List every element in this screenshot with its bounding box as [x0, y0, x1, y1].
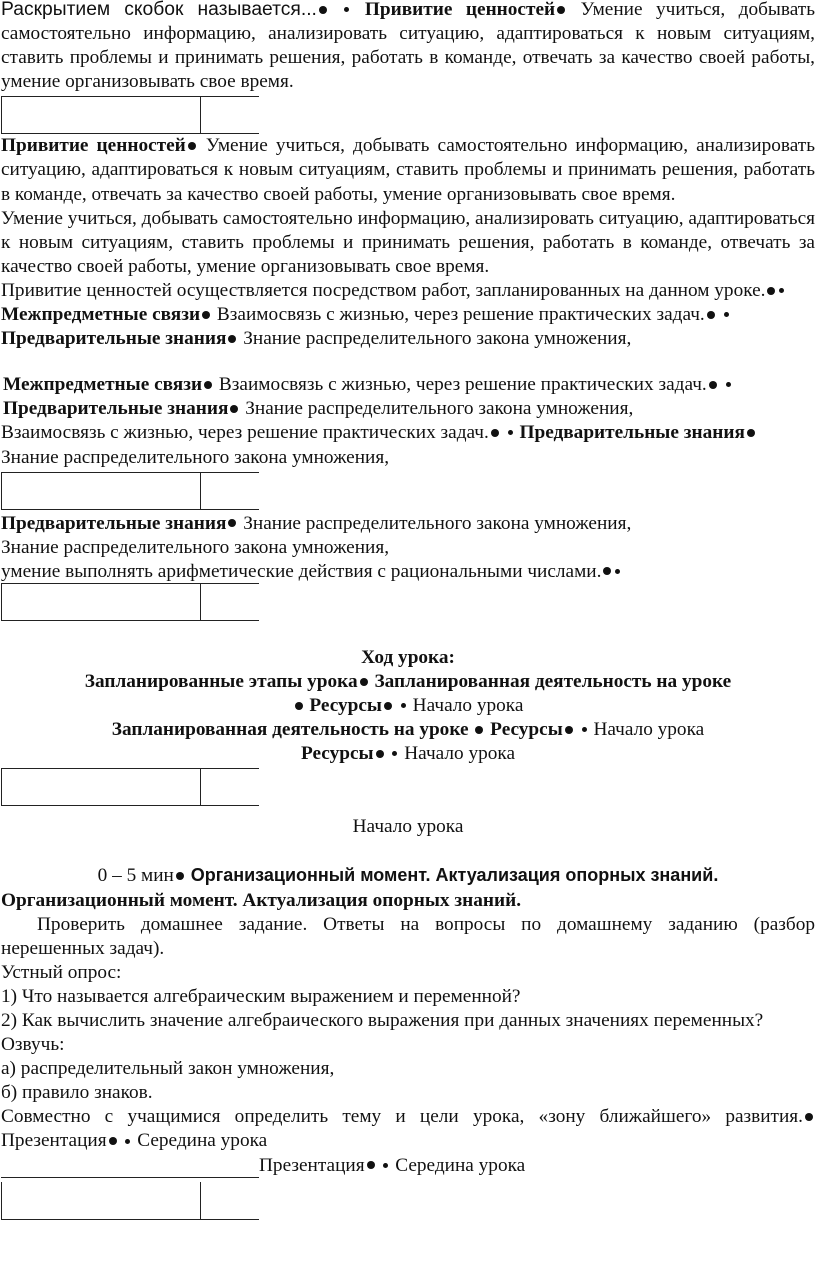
- stages-title: Запланированные этапы урока: [84, 670, 358, 692]
- bullet-icon: [176, 872, 184, 880]
- prior-knowledge-skills: [1, 560, 815, 584]
- bullet-icon: [779, 288, 784, 293]
- table-cell: [1, 583, 201, 621]
- values-title: Привитие ценностей: [364, 0, 556, 20]
- bullet-icon: [367, 1161, 375, 1169]
- bullet-icon: [724, 312, 729, 317]
- bullet-icon: [767, 287, 775, 295]
- prior-knowledge-title: Предварительные знания: [3, 398, 229, 420]
- table-cell: [201, 768, 259, 806]
- bullet-icon: [508, 430, 513, 435]
- org-presentation-line: [1, 1154, 815, 1178]
- presentation-text: Презентация: [1, 1130, 107, 1152]
- lesson-middle-text: Середина урока: [137, 1130, 268, 1152]
- lesson-start-text: Начало урока: [412, 695, 524, 717]
- table-cell: [1, 96, 201, 134]
- org-together-text: Совместно с учащимися определить тему и цели урока, «зону ближайшего» развития.: [1, 1106, 803, 1128]
- bullet-icon: [319, 6, 327, 14]
- paragraph-values-intro: [1, 0, 815, 94]
- bullet-icon: [295, 702, 303, 710]
- bullet-icon: [202, 311, 210, 319]
- interdisciplinary-text: Взаимосвязь с жизнью, через решение практических задач.: [218, 374, 707, 396]
- values-title: Привитие ценностей: [1, 135, 186, 157]
- bullet-icon: [401, 703, 406, 708]
- values-line-text: Привитие ценностей осуществляется посредством работ, запланированных на данном уроке.: [1, 279, 766, 301]
- lesson-middle-text: Середина урока: [395, 1154, 526, 1176]
- table-cells: [1, 583, 259, 622]
- org-question-2: 2) Как вычислить значение алгебраического выражения при данных значениях переменных?: [1, 1010, 764, 1031]
- bullet-icon: [603, 567, 611, 575]
- interdisciplinary-title: Межпредметные связи: [1, 304, 201, 326]
- lesson-stages-line: [1, 670, 815, 694]
- org-answer-b: б) правило знаков.: [1, 1082, 153, 1104]
- bullet-icon: [125, 1139, 130, 1144]
- org-together: [1, 1105, 815, 1153]
- paragraph-values: [1, 134, 815, 206]
- bullet-icon: [228, 519, 236, 527]
- table-cell: [1, 472, 201, 510]
- prior-knowledge-title: Предварительные знания: [1, 328, 227, 350]
- table-cell: [1, 1182, 201, 1220]
- prior-knowledge-title: Предварительные знания: [1, 512, 227, 534]
- activity-title: Запланированная деятельность на уроке: [374, 670, 732, 692]
- table-cells: [1, 1182, 259, 1221]
- prior-knowledge-title-cont: знания: [683, 422, 745, 444]
- resources-title: Ресурсы: [300, 743, 374, 765]
- bullet-icon: [344, 7, 349, 12]
- org-voice: Озвучь:: [1, 1034, 65, 1056]
- underline-rule: [1, 1177, 259, 1178]
- prior-knowledge-title: Предварительные: [519, 422, 679, 444]
- table-cell: [201, 583, 259, 621]
- lesson-heading: [1, 646, 815, 670]
- bullet-icon: [557, 6, 565, 14]
- resources-title: Ресурсы: [309, 695, 382, 717]
- bullet-icon: [383, 1163, 388, 1168]
- skills-text: умение выполнять арифметические действия с рациональными числами.: [1, 560, 602, 582]
- table-cells: [1, 472, 259, 511]
- table-cells: [1, 96, 259, 135]
- org-oral: Устный опрос:: [1, 961, 122, 983]
- prior-knowledge-line: Знание распределительного закона умножения,: [1, 536, 390, 558]
- prior-knowledge-text: Знание распределительного закона умножения,: [243, 328, 632, 350]
- paragraph-prior-knowledge: [1, 512, 815, 536]
- lesson-activity-line: [1, 718, 815, 742]
- org-title-line: [1, 889, 815, 913]
- prior-knowledge-text: Знание распределительного закона умножения,: [1, 446, 390, 468]
- values-repeat-text: Умение учиться, добывать самостоятельно информацию, анализировать ситуацию, адаптироваться к новым ситуациям, ставить проблемы и принимать решения, работать в команде, отвечать за качество своей работы, умение организовывать свое время.: [1, 207, 815, 277]
- lesson-resources-line-2: [1, 742, 815, 766]
- values-text: Умение учиться, добывать самостоятельно информацию, анализировать ситуацию, адаптироваться к новым ситуациям, ставить проблемы и принимать решения, работать в команде, отвечать за качество своей работы, умение организовывать свое время.: [1, 135, 815, 205]
- lesson-start-text: Начало урока: [404, 743, 516, 765]
- table-cell: [201, 1182, 259, 1220]
- bullet-icon: [709, 381, 717, 389]
- bullet-icon: [188, 142, 196, 150]
- table-cells: [1, 768, 259, 807]
- paragraph-values-repeat: [1, 207, 815, 279]
- bullet-icon: [726, 382, 731, 387]
- bullet-icon: [747, 429, 755, 437]
- bullet-icon: [565, 726, 573, 734]
- bullet-icon: [392, 751, 397, 756]
- bullet-icon: [360, 678, 368, 686]
- bullet-icon: [376, 750, 384, 758]
- bullet-icon: [475, 726, 483, 734]
- org-answer-a: а) распределительный закон умножения,: [1, 1058, 335, 1080]
- bullet-icon: [707, 311, 715, 319]
- resources-title: Ресурсы: [490, 719, 563, 741]
- bullet-icon: [384, 702, 392, 710]
- prior-knowledge-text: Знание распределительного закона умножения,: [243, 512, 632, 534]
- bullet-icon: [491, 429, 499, 437]
- prior-knowledge-text: Знание распределительного закона умножения,: [245, 398, 634, 420]
- org-title-repeat: Организационный момент. Актуализация опорных знаний.: [1, 889, 522, 911]
- presentation-text: Презентация: [259, 1154, 365, 1176]
- org-moment-line: [1, 863, 815, 888]
- org-time: 0 – 5 мин: [97, 865, 174, 887]
- org-title: Организационный момент. Актуализация опорных знаний.: [190, 865, 719, 886]
- interdisciplinary-repeat-text: Взаимосвязь с жизнью, через решение практических задач.: [1, 422, 489, 444]
- table-cell: [1, 768, 201, 806]
- lesson-start-text: Начало урока: [593, 719, 705, 741]
- paragraph-values-line: [1, 279, 815, 351]
- org-question-1: 1) Что называется алгебраическим выражением и переменной?: [1, 985, 521, 1007]
- lead-question: Раскрытием скобок называется...: [1, 0, 317, 20]
- org-check: Проверить домашнее задание. Ответы на вопросы по домашнему заданию (разбор нерешенных задач).: [1, 913, 815, 959]
- values-text: Умение учиться, добывать самостоятельно информацию, анализировать ситуацию, адаптироваться к новым ситуациям, ставить проблемы и принимать решения, работать в команде, отвечать за качество своей работы, умение организовывать свое время.: [1, 0, 815, 93]
- table-cell: [201, 472, 259, 510]
- bullet-icon: [805, 1113, 813, 1121]
- paragraph-interdisciplinary-repeat: [1, 421, 815, 469]
- lesson-resources-line: [1, 694, 815, 718]
- interdisciplinary-title: Межпредметные связи: [3, 374, 203, 396]
- activity-title: Запланированная деятельность на уроке: [111, 719, 469, 741]
- bullet-icon: [230, 405, 238, 413]
- bullet-icon: [228, 335, 236, 343]
- paragraph-interdisciplinary: [1, 373, 815, 421]
- bullet-icon: [615, 569, 620, 574]
- lesson-heading-text: Ход урока:: [361, 646, 455, 668]
- lesson-start-heading: Начало урока: [352, 816, 464, 838]
- bullet-icon: [109, 1137, 117, 1145]
- bullet-icon: [204, 381, 212, 389]
- bullet-icon: [582, 727, 587, 732]
- table-cell: [201, 96, 259, 134]
- interdisciplinary-text: Взаимосвязь с жизнью, через решение практических задач.: [216, 304, 705, 326]
